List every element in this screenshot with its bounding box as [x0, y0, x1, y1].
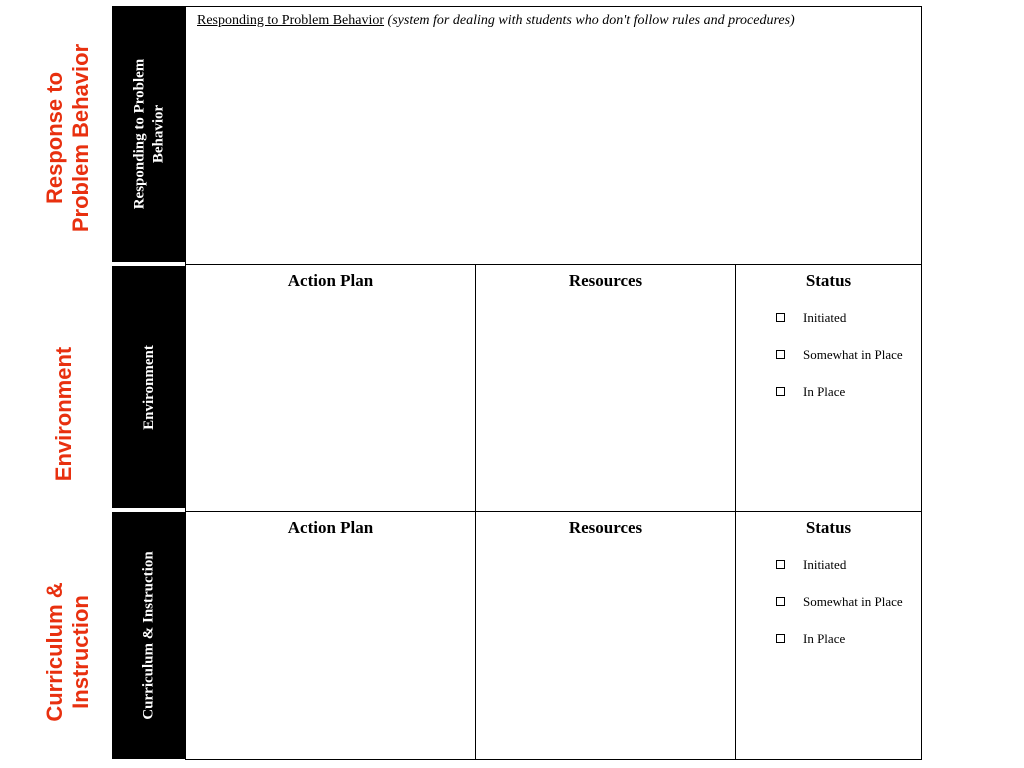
- env-resources-header: Resources: [568, 271, 643, 290]
- status-item: Somewhat in Place: [776, 593, 921, 610]
- cur-action-plan-cell: [186, 512, 475, 759]
- cur-action-plan-header: Action Plan: [287, 518, 374, 537]
- responding-note: (system for dealing with students who don't follow rules and procedures): [384, 13, 795, 28]
- side-label-response: Response to Problem Behavior: [42, 43, 93, 233]
- cur-status-cell: [735, 512, 921, 759]
- status-item: In Place: [776, 630, 921, 647]
- status-item: Initiated: [776, 309, 921, 326]
- side-label-curriculum: Curriculum & Instruction: [42, 582, 93, 722]
- side-label-environment: Environment: [51, 346, 76, 482]
- band-responding-text: Responding to Problem Behavior: [131, 58, 167, 210]
- env-resources-cell: [475, 265, 735, 511]
- env-status-cell: [735, 265, 921, 511]
- status-item: Initiated: [776, 556, 921, 573]
- cur-status-header: Status: [805, 518, 852, 537]
- status-item: In Place: [776, 383, 921, 400]
- cur-status-list: [736, 556, 921, 647]
- checkbox-icon[interactable]: [776, 387, 785, 396]
- responding-heading: Responding to Problem Behavior: [197, 13, 385, 28]
- checkbox-icon[interactable]: [776, 560, 785, 569]
- band-curriculum-text: Curriculum & Instruction: [140, 551, 157, 720]
- checkbox-icon[interactable]: [776, 350, 785, 359]
- curriculum-table: [185, 511, 922, 760]
- status-item: Somewhat in Place: [776, 346, 921, 363]
- checkbox-icon[interactable]: [776, 313, 785, 322]
- checkbox-icon[interactable]: [776, 634, 785, 643]
- cur-resources-cell: [475, 512, 735, 759]
- env-status-list: [736, 309, 921, 400]
- cur-resources-header: Resources: [568, 518, 643, 537]
- environment-table: [185, 264, 922, 512]
- band-responding: [112, 6, 186, 262]
- checkbox-icon[interactable]: [776, 597, 785, 606]
- responding-section: [185, 6, 922, 265]
- env-action-plan-cell: [186, 265, 475, 511]
- band-environment-text: Environment: [140, 344, 157, 430]
- band-curriculum: [112, 512, 186, 759]
- env-status-header: Status: [805, 271, 852, 290]
- env-action-plan-header: Action Plan: [287, 271, 374, 290]
- band-environment: [112, 266, 186, 508]
- responding-description: [186, 7, 921, 29]
